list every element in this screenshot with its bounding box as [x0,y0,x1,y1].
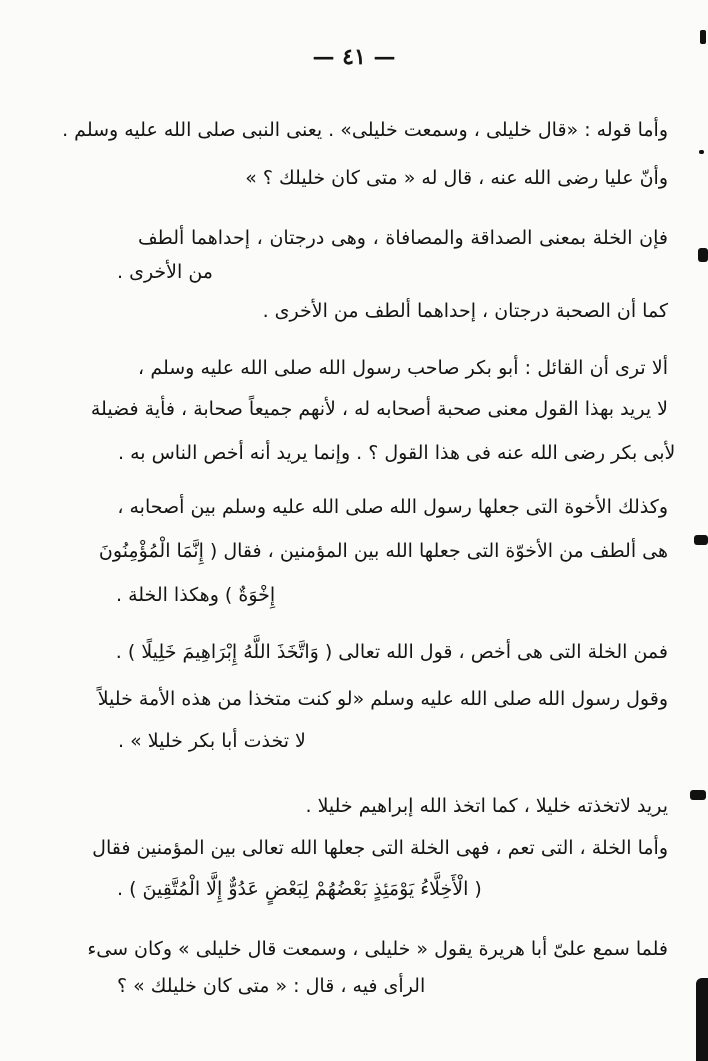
text-line: هى ألطف من الأخوّة التى جعلها الله بين المؤمنين ، فقال ( إِنَّمَا الْمُؤْمِنُونَ [98,540,668,562]
page-number: — ٤١ — [312,44,396,70]
text-line: ألا ترى أن القائل : أبو بكر صاحب رسول الله صلى الله عليه وسلم ، [138,357,668,379]
text-line: وأنّ عليا رضى الله عنه ، قال له « متى كان خليلك ؟ » [245,167,668,189]
text-line: لأبى بكر رضى الله عنه فى هذا القول ؟ . وإنما يريد أنه أخص الناس به . [118,442,676,464]
scan-mark [696,978,708,1061]
text-line: لا يريد بهذا القول معنى صحبة أصحابه له ، لأنهم جميعاً صحابة ، فأية فضيلة [90,398,668,420]
text-line: يريد لاتخذته خليلا ، كما اتخذ الله إبراهيم خليلا . [305,795,668,817]
text-line: كما أن الصحبة درجتان ، إحداهما ألطف من الأخرى . [262,300,668,322]
text-line: من الأخرى . [117,261,213,283]
text-line: فإن الخلة بمعنى الصداقة والمصافاة ، وهى درجتان ، إحداهما ألطف [138,227,668,249]
scan-mark [690,790,706,800]
text-line: فمن الخلة التى هى أخص ، قول الله تعالى ( وَاتَّخَذَ اللَّهُ إِبْرَاهِيمَ خَلِيلًا ) . [115,641,668,663]
text-line: وقول رسول الله صلى الله عليه وسلم «لو كنت متخذا من هذه الأمة خليلاً [97,688,668,710]
body-text [62,0,708,1061]
text-line: لا تخذت أبا بكر خليلا » . [118,730,306,752]
text-line: الرأى فيه ، قال : « متى كان خليلك » ؟ [117,975,426,997]
text-line: ( الْأَخِلَّاءُ يَوْمَئِذٍ بَعْضُهُمْ لِبَعْضٍ عَدُوٌّ إِلَّا الْمُتَّقِينَ ) . [117,878,482,900]
text-line: وأما قوله : «قال خليلى ، وسمعت خليلى» . يعنى النبى صلى الله عليه وسلم . [62,119,668,141]
scan-mark [694,535,708,545]
text-line: إِخْوَةٌ ) وهكذا الخلة . [116,584,276,606]
scan-mark [699,150,704,154]
text-line: فلما سمع علىّ أبا هريرة يقول « خليلى ، وسمعت قال خليلى » وكان سىء [87,938,668,960]
scan-mark [698,248,708,262]
text-line: وأما الخلة ، التى تعم ، فهى الخلة التى جعلها الله تعالى بين المؤمنين فقال [92,837,668,859]
text-line: وكذلك الأخوة التى جعلها رسول الله صلى الله عليه وسلم بين أصحابه ، [117,496,668,518]
scan-mark [700,30,706,44]
